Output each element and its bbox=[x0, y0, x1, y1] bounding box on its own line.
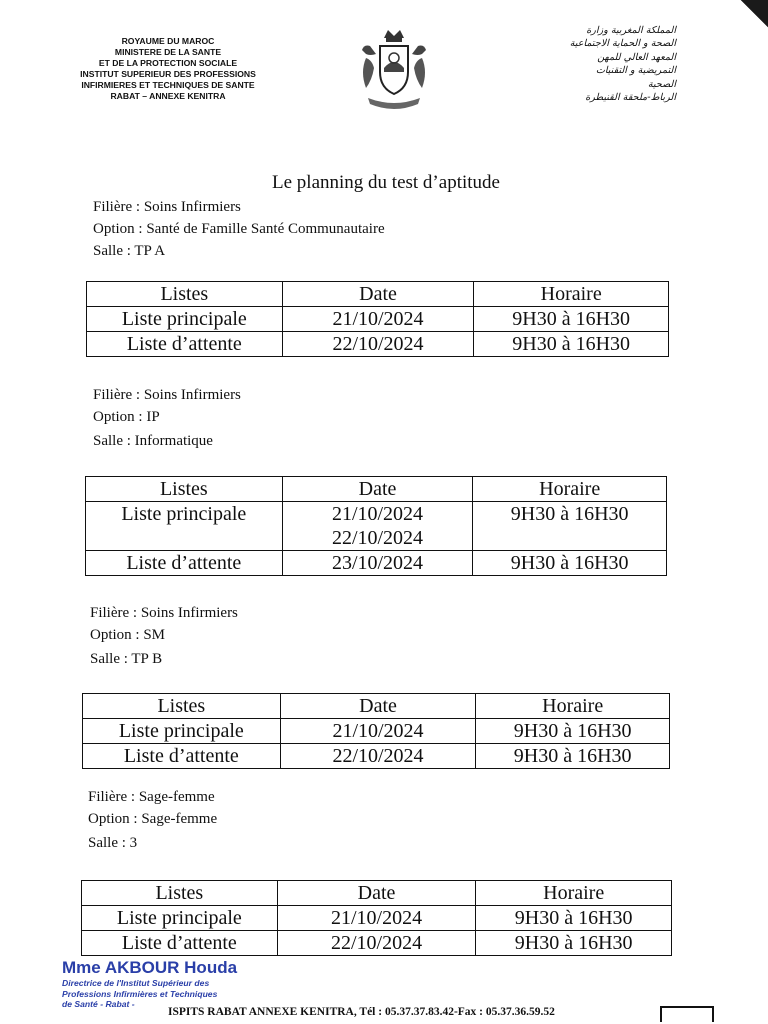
table-row bbox=[83, 744, 670, 769]
cell-date-line: 21/10/2024 bbox=[331, 503, 424, 525]
section-option: Option : Sage-femme bbox=[88, 811, 218, 827]
cell-date: 21/10/2024 bbox=[277, 906, 476, 931]
footer-page-box bbox=[660, 1006, 714, 1022]
section-salle: Salle : TP B bbox=[90, 651, 163, 667]
header-right-line: الرباط-ملحقة القنيطرة bbox=[585, 92, 676, 104]
table-row bbox=[87, 332, 669, 357]
signature-stamp bbox=[62, 958, 262, 1010]
schedule-table bbox=[82, 693, 670, 769]
cell-liste: Liste principale bbox=[86, 502, 283, 551]
cell-horaire: 9H30 à 16H30 bbox=[473, 502, 667, 551]
section-filiere: Filière : Soins Infirmiers bbox=[93, 387, 241, 403]
header-cell-horaire: Horaire bbox=[476, 694, 670, 719]
section-salle: Salle : 3 bbox=[88, 835, 138, 851]
header-cell-date: Date bbox=[277, 881, 476, 906]
header-cell-listes: Listes bbox=[87, 282, 283, 307]
page-corner-shadow bbox=[738, 0, 768, 30]
header-right-block bbox=[516, 24, 676, 104]
cell-liste: Liste principale bbox=[82, 906, 278, 931]
header-left-line: INFIRMIERES ET TECHNIQUES DE SANTE bbox=[81, 80, 255, 90]
cell-liste: Liste d’attente bbox=[87, 332, 283, 357]
cell-horaire: 9H30 à 16H30 bbox=[476, 719, 670, 744]
schedule-table bbox=[86, 281, 669, 357]
section-salle: Salle : Informatique bbox=[93, 433, 213, 449]
table-row bbox=[86, 551, 667, 576]
header-left-line: INSTITUT SUPERIEUR DES PROFESSIONS bbox=[80, 69, 256, 79]
cell-date-line: 22/10/2024 bbox=[331, 527, 424, 549]
cell-liste: Liste d’attente bbox=[83, 744, 281, 769]
cell-liste: Liste principale bbox=[83, 719, 281, 744]
cell-horaire: 9H30 à 16H30 bbox=[473, 551, 667, 576]
table-header-row bbox=[87, 282, 669, 307]
table-row bbox=[83, 719, 670, 744]
signature-line: Directrice de l'Institut Supérieur des bbox=[62, 978, 210, 988]
header-cell-date: Date bbox=[282, 477, 473, 502]
table-row bbox=[87, 307, 669, 332]
section-option: Option : IP bbox=[93, 409, 160, 425]
table-row bbox=[82, 931, 672, 956]
cell-liste: Liste d’attente bbox=[82, 931, 278, 956]
header-left-line: ROYAUME DU MAROC bbox=[121, 36, 215, 46]
section-salle: Salle : TP A bbox=[93, 243, 166, 259]
cell-date: 22/10/2024 bbox=[277, 931, 476, 956]
coat-of-arms-emblem bbox=[354, 28, 434, 116]
header-right-line: المملكة المغربية وزارة bbox=[586, 25, 676, 36]
section-filiere: Filière : Soins Infirmiers bbox=[93, 199, 241, 215]
header-left-line: MINISTERE DE LA SANTE bbox=[114, 47, 222, 57]
signature-name: Mme AKBOUR Houda bbox=[62, 958, 238, 977]
section-info bbox=[93, 196, 385, 262]
cell-date: 22/10/2024 bbox=[282, 332, 474, 357]
cell-horaire: 9H30 à 16H30 bbox=[474, 332, 669, 357]
header-left-line: RABAT – ANNEXE KENITRA bbox=[110, 91, 226, 101]
header-right-line: الصحة و الحماية الاجتماعية bbox=[569, 38, 676, 50]
cell-horaire: 9H30 à 16H30 bbox=[476, 744, 670, 769]
header-cell-listes: Listes bbox=[86, 477, 283, 502]
header-left-block bbox=[58, 36, 278, 102]
header-left-line: ET DE LA PROTECTION SOCIALE bbox=[98, 58, 238, 68]
section-info bbox=[90, 602, 238, 670]
header-cell-horaire: Horaire bbox=[476, 881, 672, 906]
cell-date: 23/10/2024 bbox=[282, 551, 473, 576]
section-info bbox=[88, 786, 217, 854]
cell-date: 22/10/2024 bbox=[280, 744, 476, 769]
header-cell-listes: Listes bbox=[83, 694, 281, 719]
footer-address: ISPITS RABAT ANNEXE KENITRA, Tél : 05.37.37.83.42-Fax : 05.37.36.59.52 bbox=[168, 1006, 555, 1018]
header-right-line: التمريضية و التقنيات bbox=[595, 65, 676, 77]
header-cell-date: Date bbox=[282, 282, 474, 307]
header-cell-horaire: Horaire bbox=[473, 477, 667, 502]
cell-horaire: 9H30 à 16H30 bbox=[476, 906, 672, 931]
section-filiere: Filière : Soins Infirmiers bbox=[90, 605, 238, 621]
header-cell-listes: Listes bbox=[82, 881, 278, 906]
table-header-row bbox=[83, 694, 670, 719]
cell-liste: Liste d’attente bbox=[86, 551, 283, 576]
header-right-line: المعهد العالي للمهن bbox=[597, 51, 676, 63]
header-right-line: الصحية bbox=[647, 78, 676, 90]
header-cell-horaire: Horaire bbox=[474, 282, 669, 307]
table-header-row bbox=[82, 881, 672, 906]
schedule-table bbox=[85, 476, 667, 576]
signature-line: Professions Infirmières et Techniques bbox=[62, 988, 218, 999]
document-title: Le planning du test d’aptitude bbox=[272, 172, 500, 193]
section-info bbox=[93, 384, 241, 452]
cell-date: 21/10/2024 bbox=[282, 307, 474, 332]
cell-date bbox=[282, 502, 473, 551]
cell-horaire: 9H30 à 16H30 bbox=[476, 931, 672, 956]
cell-date: 21/10/2024 bbox=[280, 719, 476, 744]
section-option: Option : Santé de Famille Santé Communautaire bbox=[93, 221, 385, 237]
header-cell-date: Date bbox=[280, 694, 476, 719]
schedule-table bbox=[81, 880, 672, 956]
cell-horaire: 9H30 à 16H30 bbox=[474, 307, 669, 332]
table-row bbox=[86, 502, 667, 551]
signature-line: de Santé - Rabat - bbox=[62, 999, 135, 1009]
cell-liste: Liste principale bbox=[87, 307, 283, 332]
table-header-row bbox=[86, 477, 667, 502]
table-row bbox=[82, 906, 672, 931]
section-filiere: Filière : Sage-femme bbox=[88, 789, 215, 805]
section-option: Option : SM bbox=[90, 627, 166, 643]
